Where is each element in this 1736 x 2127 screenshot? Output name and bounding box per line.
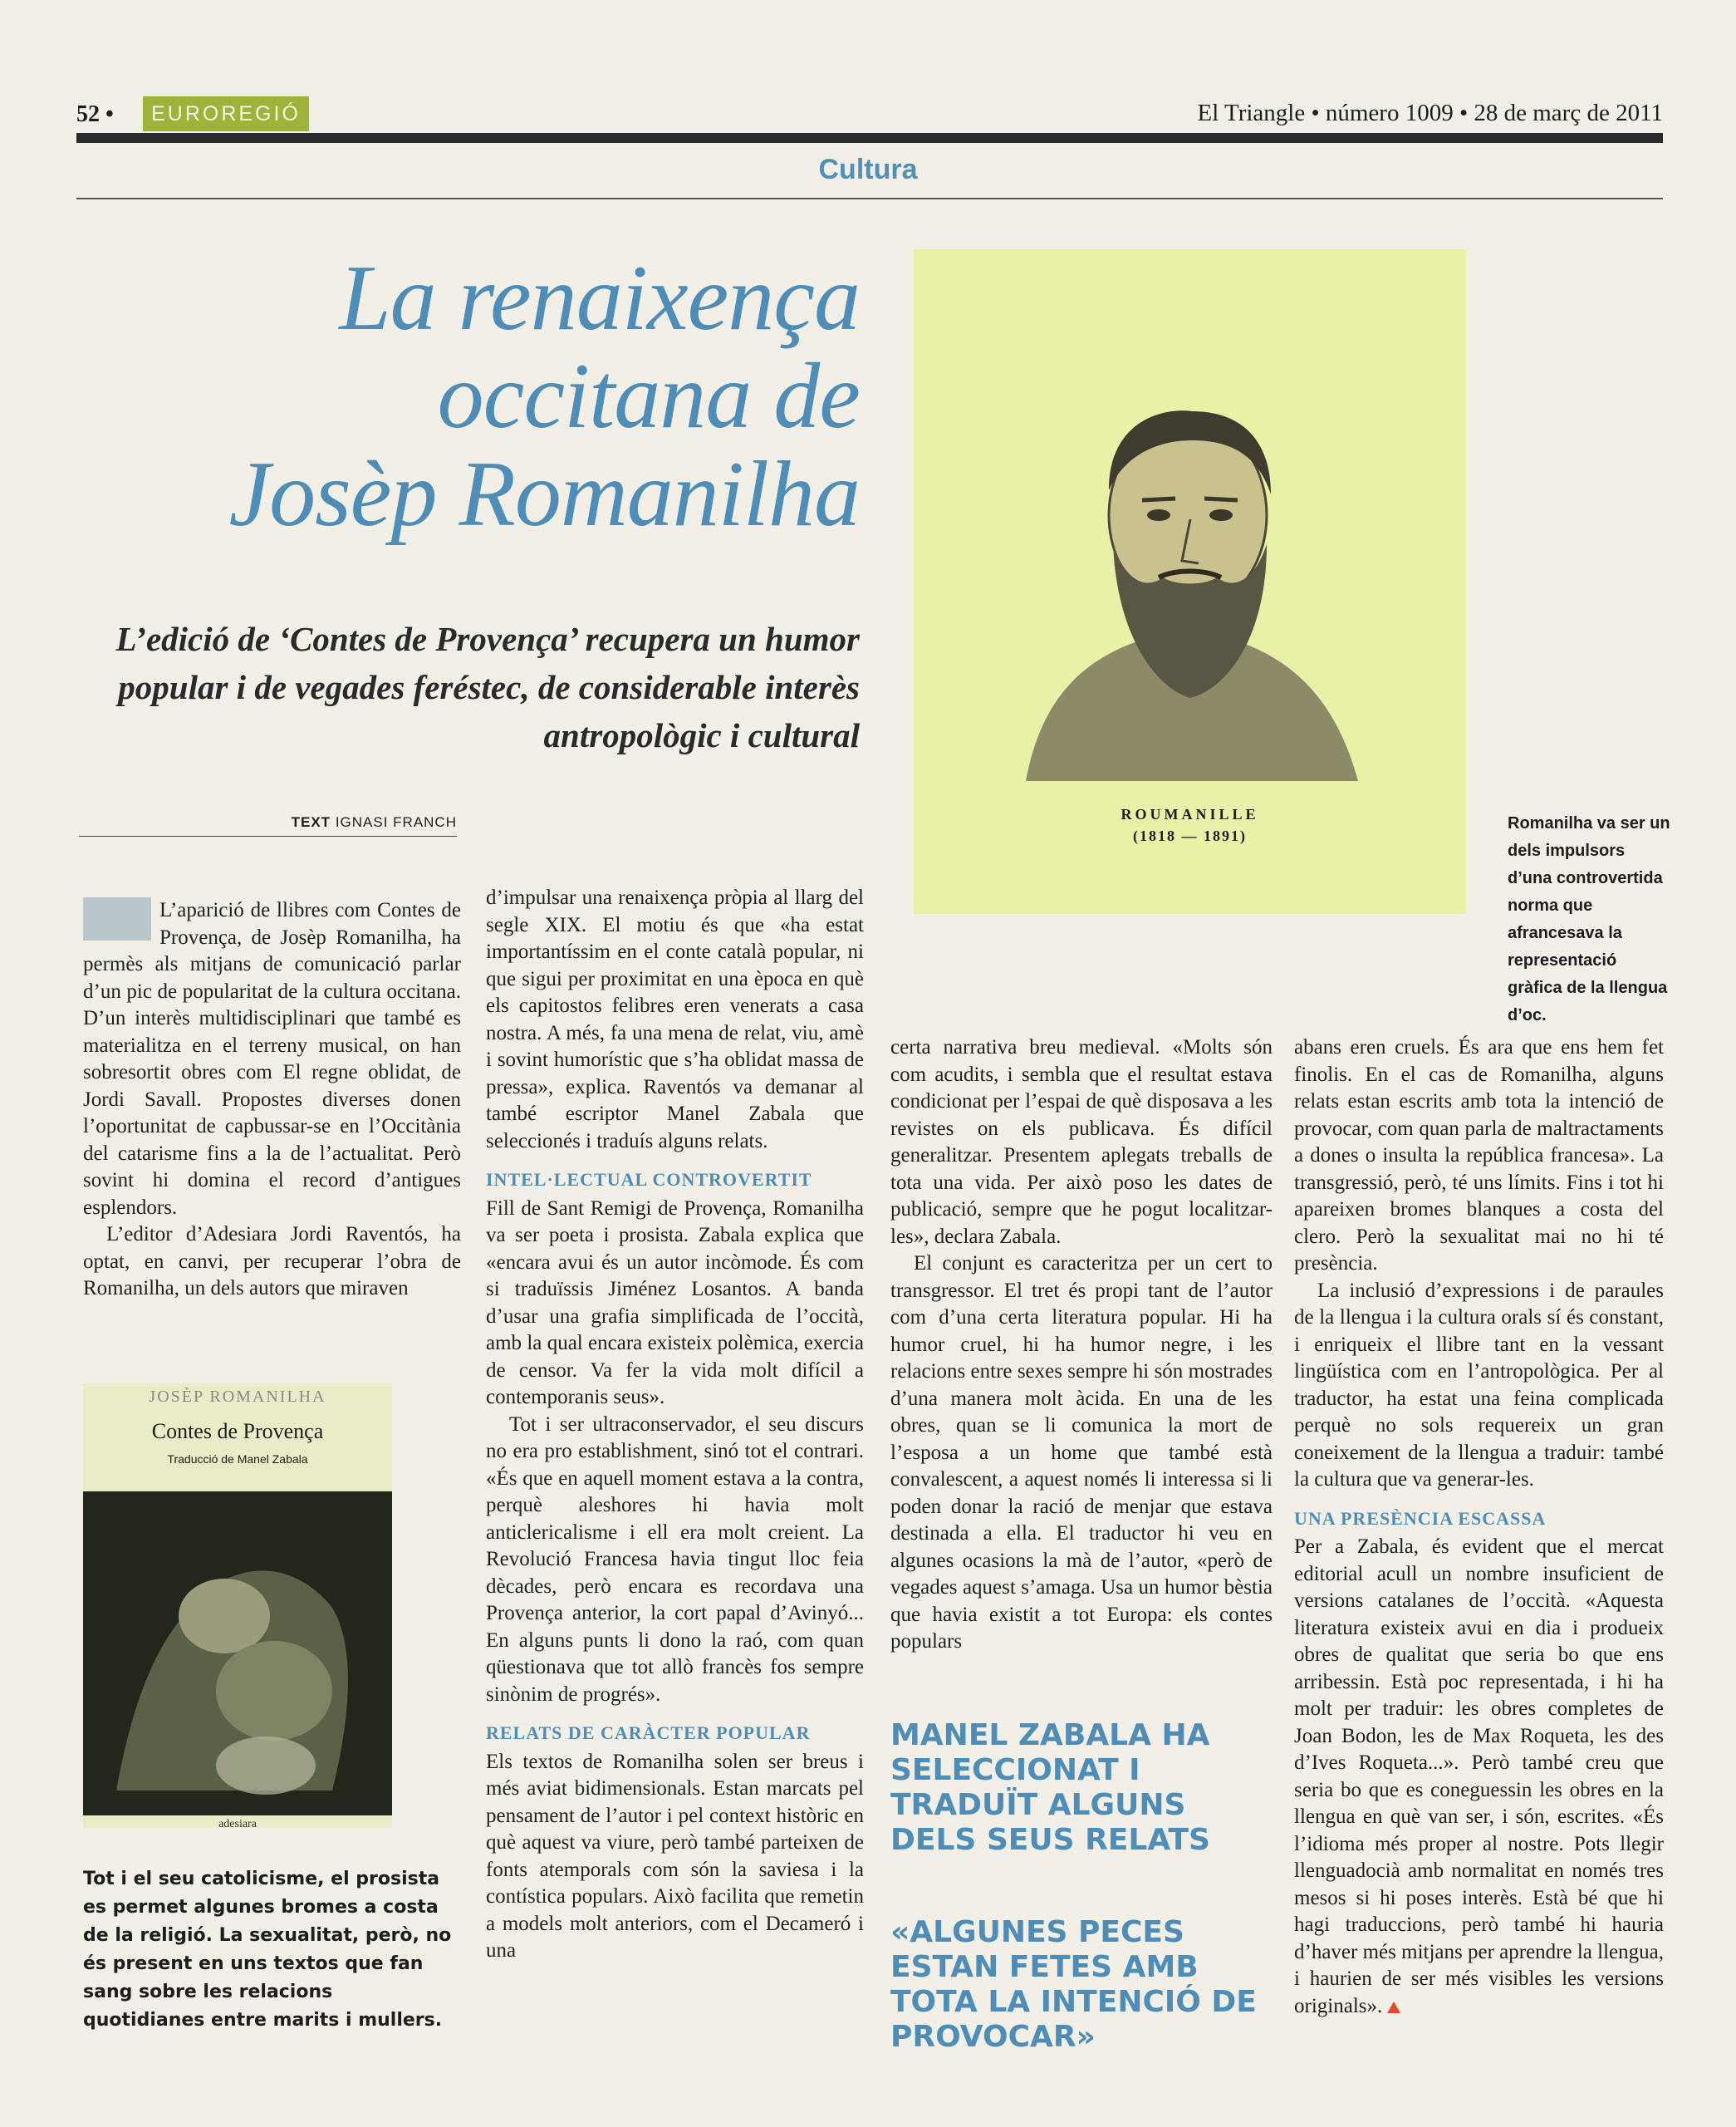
byline bbox=[79, 814, 457, 831]
header-rule bbox=[76, 133, 1663, 143]
book-cover-illustration bbox=[83, 1491, 392, 1815]
subheading: UNA PRESÈNCIA ESCASSA bbox=[1294, 1507, 1547, 1529]
byline-author: IGNASI FRANCH bbox=[335, 814, 457, 830]
paragraph: certa narrativa breu medieval. «Molts són com acudits, i sembla que el resultat estava condicionat per l’espai de què disposava a les revistes on els publicava. És difícil generalitzar. Presentem aplegats treballs de tota una vida. Per això poso les dates de publicació, sempre que he pogut localitzar-les», declara Zabala. bbox=[890, 1036, 1273, 1248]
portrait-illustration bbox=[993, 391, 1383, 781]
page-number: 52 • bbox=[76, 101, 114, 127]
paragraph: Fill de Sant Remigi de Provença, Romanilha va ser poeta i prosista. Zabala explica que «encara avui és un autor incòmode. És com si traduïssis Jiménez Losantos. A banda d’usar una grafia simplificada de l’occità, amb la qual encara existeix polèmica, exercia de censor. Va fer la vida molt difícil a contemporanis seus». bbox=[486, 1196, 864, 1408]
paragraph bbox=[1294, 1534, 1664, 2020]
drop-mark bbox=[83, 897, 151, 941]
paragraph bbox=[83, 897, 461, 1221]
book-author: JOSÈP ROMANILHA bbox=[149, 1388, 326, 1406]
standfirst: L’edició de ‘Contes de Provença’ recupera un humor popular i de vegades feréstec, de considerable interès antropològic i cultural bbox=[115, 620, 860, 754]
book-cover-image bbox=[83, 1491, 392, 1815]
portrait-name: ROUMANILLE bbox=[1121, 806, 1259, 823]
end-mark-icon bbox=[1387, 2002, 1400, 2013]
paragraph: abans eren cruels. És ara que ens hem fet finolis. En el cas de Romanilha, alguns relats estan escrits amb tota la intenció de provocar, com quan parla de maltractaments a dones o insulta la república francesa». La transgressió, però, té uns límits. Fins i tot hi apareixen bromes blanques a costa del clero. Però la sexualitat mai no hi té presència. bbox=[1294, 1036, 1664, 1275]
publication-info: El Triangle • número 1009 • 28 de març de 2011 bbox=[1197, 100, 1663, 126]
rubric: Cultura bbox=[818, 154, 918, 185]
headline-line-3: Josèp Romanilha bbox=[228, 443, 860, 546]
rubric-rule bbox=[76, 198, 1663, 199]
portrait-caption: Romanilha va ser un dels impulsors d’una controvertida norma que afrancesava la representació gràfica de la llengua d’oc. bbox=[1508, 814, 1670, 1024]
pull-quote-2: «ALGUNES PECES ESTAN FETES AMB TOTA LA INTENCIÓ DE PROVOCAR» bbox=[890, 1915, 1257, 2054]
article-column-1 bbox=[83, 897, 461, 1303]
portrait-dates: (1818 — 1891) bbox=[1133, 828, 1247, 844]
paragraph: El conjunt es caracteritza per un cert to transgressor. El tret és propi tant de l’autor com d’una certa literatura popular. Hi ha humor cruel, hi ha humor negre, i les relacions entre sexes sempre hi són mostrades d’una manera molt àcida. En una de les obres, quan se li comunica la mort de l’esposa a un home que també està convalescent, a aquest només li interessa si li poden donar la ració de menjar que estava destinada a ella. El traductor hi veu en algunes ocasions la mà de l’autor, «però de vegades aquest s’amaga. Usa un humor bèstia que havia existit a tot Europa: els contes populars bbox=[890, 1252, 1273, 1653]
byline-rule bbox=[79, 836, 457, 837]
book-title: Contes de Provença bbox=[151, 1419, 324, 1443]
paragraph-text: Per a Zabala, és evident que el mercat editorial acull un nombre insuficient de versions catalanes de l’occità. «Aquesta literatura existeix avui en dia i produeix obres de qualitat que seria bo que ens arribessin. Està poc representada, i hi ha molt per traduir: les obres completes de Joan Bodon, les de Max Roqueta, les des d’Ives Roqueta...». Però també creu que seria bo que es coneguessin les obres en la llengua en què van ser, i són, escrites. «És l’idioma més proper al nostre. Pots llegir llenguadocià amb normalitat en només tres mesos si hi poses interès. Està bé que hi hagi traduccions, però també hi hauria d’haver més mitjans per aprendre la llengua, i haurien de ser més visibles les versions originals». bbox=[1294, 1535, 1664, 2017]
paragraph: L’editor d’Adesiara Jordi Raventós, ha optat, en canvi, per recuperar l’obra de Romanilha, un dels autors que miraven bbox=[83, 1223, 461, 1299]
headline-line-1: La renaixença bbox=[339, 247, 860, 350]
headline bbox=[79, 247, 860, 546]
book-translator: Traducció de Manel Zabala bbox=[167, 1452, 308, 1466]
paragraph: La inclusió d’expressions i de paraules de la llengua i la cultura orals sí és constant, i enriqueix el llibre tant en la vessant lingüística com en l’antropològica. Per al traductor, ha estat una feina complicada perquè no sols requereix un gran coneixement de la llengua a traduir: també la cultura que va generar-les. bbox=[1294, 1279, 1664, 1491]
article-column-3 bbox=[890, 1034, 1273, 1656]
paragraph-text: L’aparició de llibres com Contes de Provença, de Josèp Romanilha, ha permès als mitjans de comunicació parlar d’un pic de popularitat de la cultura occitana. D’un interès multidisciplinari que també es materialitza en el terreny musical, on han sobresortit obres com El regne oblidat, de Jordi Savall. Propostes diverses donen l’oportunitat de capbussar-se en l’Occitània del catarisme fins a la de l’actualitat. Però sovint hi domina el record d’antigues esplendors. bbox=[83, 899, 461, 1219]
article-column-4 bbox=[1294, 1034, 1664, 2020]
book-caption: Tot i el seu catolicisme, el prosista es permet algunes bromes a costa de la religió. La sexualitat, però, no és present en uns textos que fan sang sobre les relacions quotidianes entre marits i mullers. bbox=[83, 1869, 452, 2031]
pull-quote-1: MANEL ZABALA HA SELECCIONAT I TRADUÏT ALGUNS DELS SEUS RELATS bbox=[890, 1718, 1210, 1857]
subheading: RELATS DE CARÀCTER POPULAR bbox=[486, 1722, 811, 1743]
paragraph: Els textos de Romanilha solen ser breus i més aviat bidimensionals. Estan marcats pel pensament de l’autor i pel context històric en què aquest va viure, però també parteixen de fonts atemporals com són la saviesa i la contística populars. Això facilita que remetin a models molt anteriors, com el Decameró i una bbox=[486, 1750, 864, 1962]
article-column-2 bbox=[486, 885, 864, 1965]
subheading: INTEL·LECTUAL CONTROVERTIT bbox=[486, 1169, 812, 1190]
paragraph: Tot i ser ultraconservador, el seu discurs no era pro establishment, sinó tot el contrari. «És que en aquell moment estava a la contra, perquè aleshores hi havia molt anticlericalisme i ell era molt creient. La Revolució Francesa havia tingut lloc feia dècades, però encara es recordava una Provença anterior, la cort papal d’Avinyó... En alguns punts li dono la raó, com quan qüestionava que tot allò francès fos sempre sinònim de progrés». bbox=[486, 1412, 864, 1706]
headline-line-2: occitana de bbox=[437, 345, 860, 448]
byline-label: TEXT bbox=[291, 814, 331, 830]
section-tag: EUROREGIÓ bbox=[143, 96, 309, 131]
book-publisher: adesiara bbox=[218, 1818, 257, 1830]
paragraph: d’impulsar una renaixença pròpia al llarg del segle XIX. El motiu és que «ha estat importantíssim en el conte català popular, ni que sigui per proximitat en una època en què els capitostos felibres eren venerats a casa nostra. A més, fa una mena de relat, viu, amè i sovint humorístic que s’ha oblidat massa de pressa», explica. Raventós va demanar al també escriptor Manel Zabala que seleccionés i traduís alguns relats. bbox=[486, 887, 864, 1152]
